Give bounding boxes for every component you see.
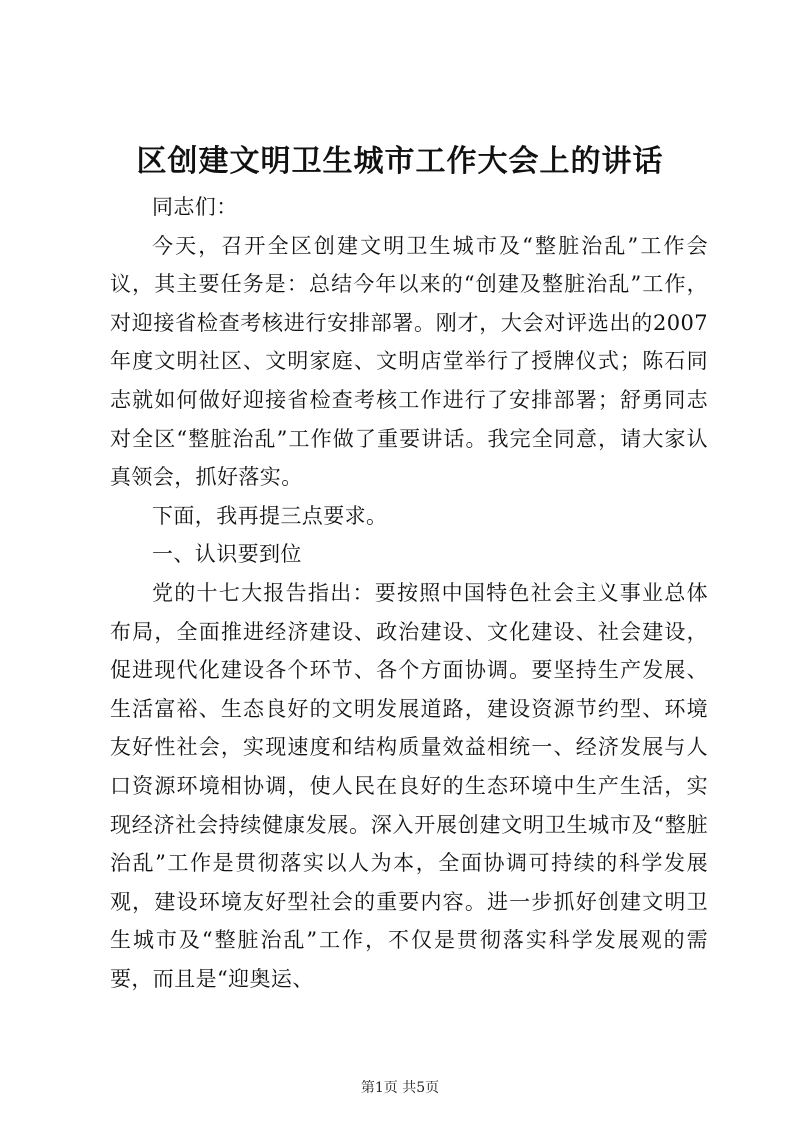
section-1-paragraph: 党的十七大报告指出：要按照中国特色社会主义事业总体布局，全面推进经济建设、政治建设、文化建设、社会建设，促进现代化建设各个环节、各个方面协调。要坚持生产发展、生活富裕、生态良好的文明发展道路，建设资源节约型、环境友好性社会，实现速度和结构质量效益相统一、经济发展与人口资源环境相协调，使人民在良好的生态环境中生产生活，实现经济社会持续健康发展。深入开展创建文明卫生城市及“整脏治乱”工作是贯彻落实以人为本，全面协调可持续的科学发展观，建设环境友好型社会的重要内容。进一步抓好创建文明卫生城市及“整脏治乱”工作，不仅是贯彻落实科学发展观的需要，而且是“迎奥运、 bbox=[110, 580, 708, 991]
section-heading-1: 一、认识要到位 bbox=[152, 542, 302, 567]
requirements-paragraph: 下面，我再提三点要求。 bbox=[152, 503, 388, 528]
intro-paragraph: 今天，召开全区创建文明卫生城市及“整脏治乱”工作会议，其主要任务是：总结今年以来的“创建及整脏治乱”工作，对迎接省检查考核进行安排部署。刚才，大会对评选出的2007年度文明社区、文明家庭、文明店堂举行了授牌仪式；陈石同志就如何做好迎接省检查考核工作进行了安排部署；舒勇同志对全区“整脏治乱”工作做了重要讲话。我完全同意，请大家认真领会，抓好落实。 bbox=[110, 233, 708, 490]
document-title: 区创建文明卫生城市工作大会上的讲话 bbox=[136, 144, 664, 179]
salutation-paragraph: 同志们： bbox=[152, 195, 238, 219]
document-body bbox=[110, 188, 708, 998]
page-footer: 第1页 共5页 bbox=[360, 1080, 440, 1096]
